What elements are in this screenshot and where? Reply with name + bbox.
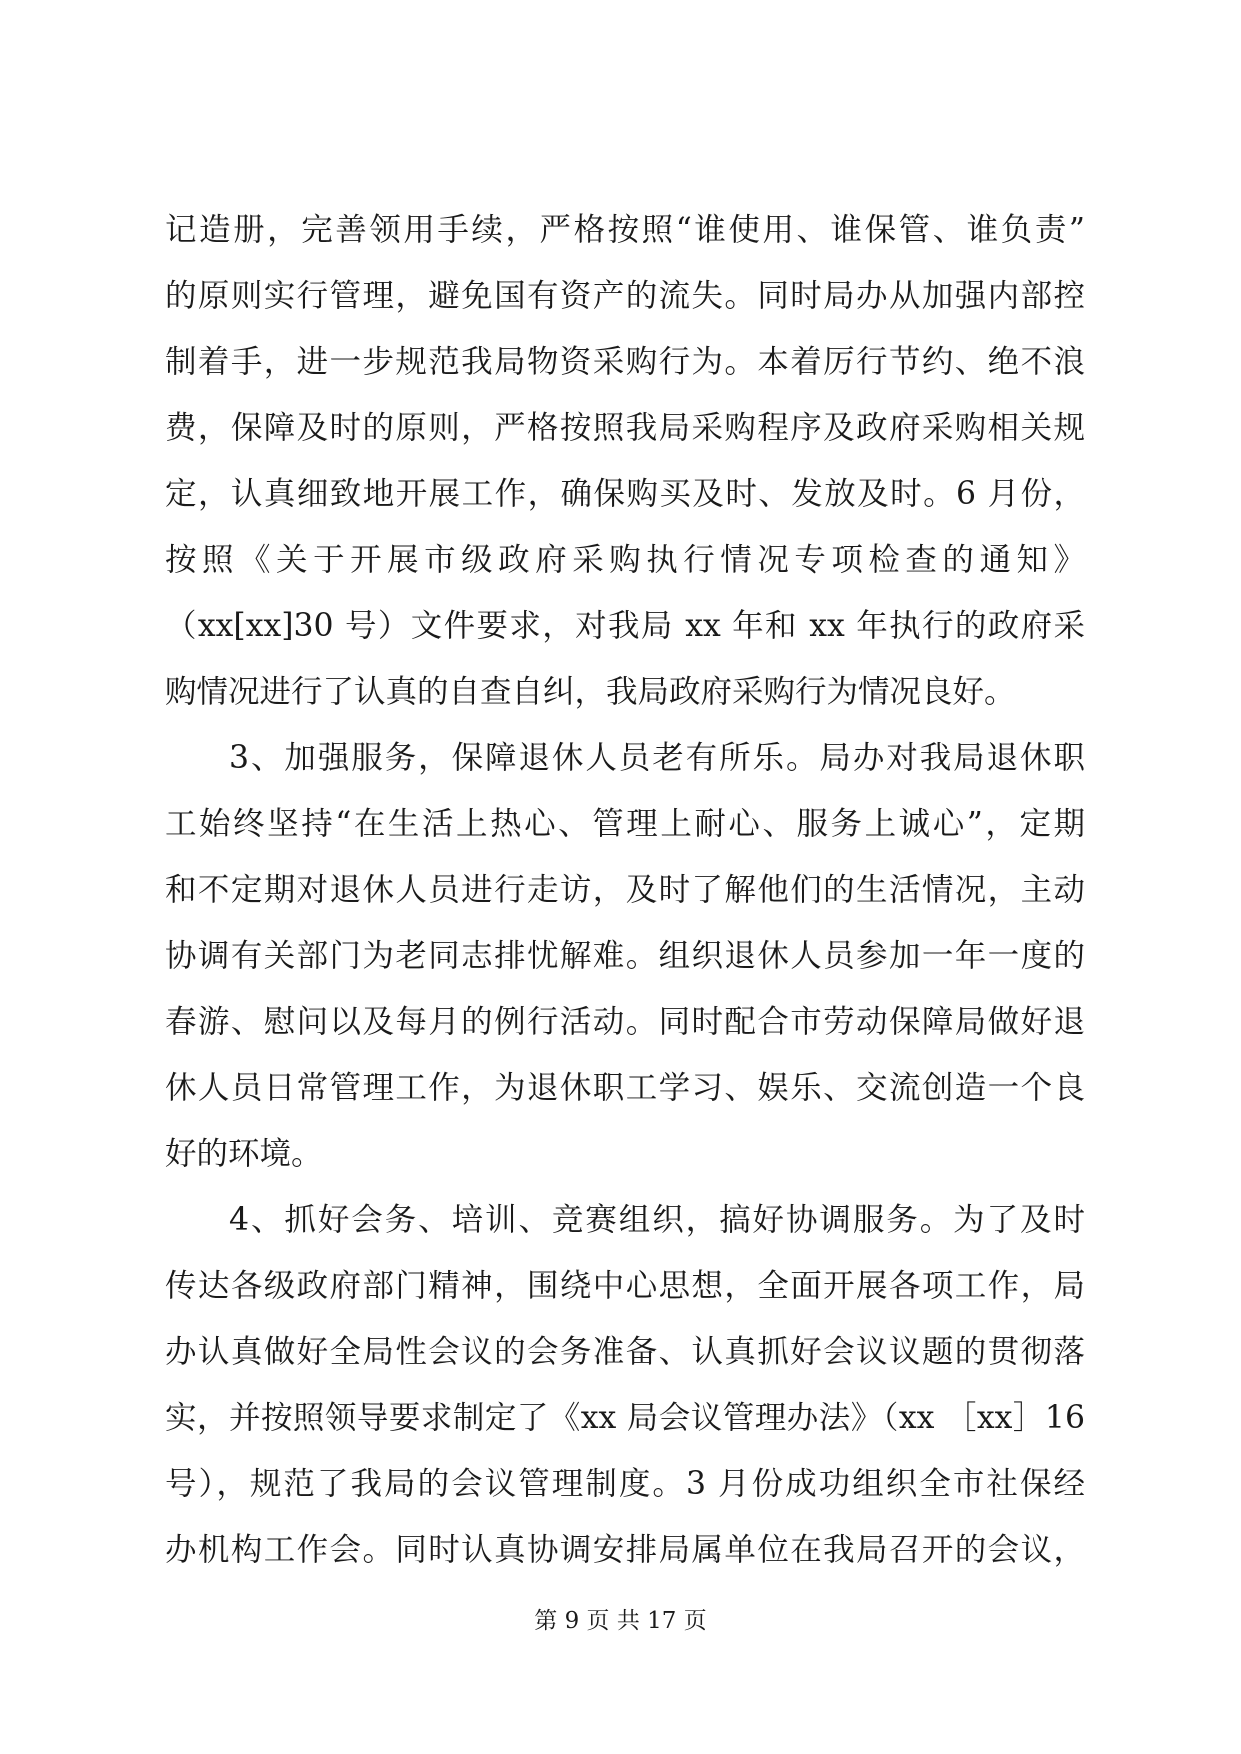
text-line: 号），规范了我局的会议管理制度。3 月份成功组织全市社保经 [165, 1466, 1085, 1502]
text-line: 记造册，完善领用手续，严格按照“谁使用、谁保管、谁负责” [165, 212, 1085, 248]
text-line: 春游、慰问以及每月的例行活动。同时配合市劳动保障局做好退 [165, 1004, 1085, 1040]
text-line: 费，保障及时的原则，严格按照我局采购程序及政府采购相关规 [165, 410, 1085, 446]
text-line: 购情况进行了认真的自查自纠，我局政府采购行为情况良好。 [165, 674, 1016, 710]
paragraph-start-line: 4、抓好会务、培训、竞赛组织，搞好协调服务。为了及时 [229, 1202, 1085, 1238]
text-line: 办认真做好全局性会议的会务准备、认真抓好会议议题的贯彻落 [165, 1334, 1085, 1370]
text-line: 休人员日常管理工作，为退休职工学习、娱乐、交流创造一个良 [165, 1070, 1085, 1106]
text-line: 工始终坚持“在生活上热心、管理上耐心、服务上诚心”，定期 [165, 806, 1085, 842]
text-line: 协调有关部门为老同志排忧解难。组织退休人员参加一年一度的 [165, 938, 1085, 974]
paragraph-start-line: 3、加强服务，保障退休人员老有所乐。局办对我局退休职 [229, 740, 1085, 776]
text-line: 好的环境。 [165, 1136, 323, 1172]
text-line: 制着手，进一步规范我局物资采购行为。本着厉行节约、绝不浪 [165, 344, 1085, 380]
text-line: 办机构工作会。同时认真协调安排局属单位在我局召开的会议， [165, 1532, 1085, 1568]
text-line: 和不定期对退休人员进行走访，及时了解他们的生活情况，主动 [165, 872, 1085, 908]
text-line: 按照《关于开展市级政府采购执行情况专项检查的通知》 [165, 542, 1085, 578]
text-line: 传达各级政府部门精神，围绕中心思想，全面开展各项工作，局 [165, 1268, 1085, 1304]
text-line: 的原则实行管理，避免国有资产的流失。同时局办从加强内部控 [165, 278, 1085, 314]
text-line: 定，认真细致地开展工作，确保购买及时、发放及时。6 月份， [165, 476, 1085, 512]
text-line: 实，并按照领导要求制定了《xx 局会议管理办法》（xx ［xx］16 [165, 1400, 1085, 1436]
page-number-footer: 第 9 页 共 17 页 [534, 1608, 707, 1634]
text-line: （xx[xx]30 号）文件要求，对我局 xx 年和 xx 年执行的政府采 [165, 608, 1085, 644]
